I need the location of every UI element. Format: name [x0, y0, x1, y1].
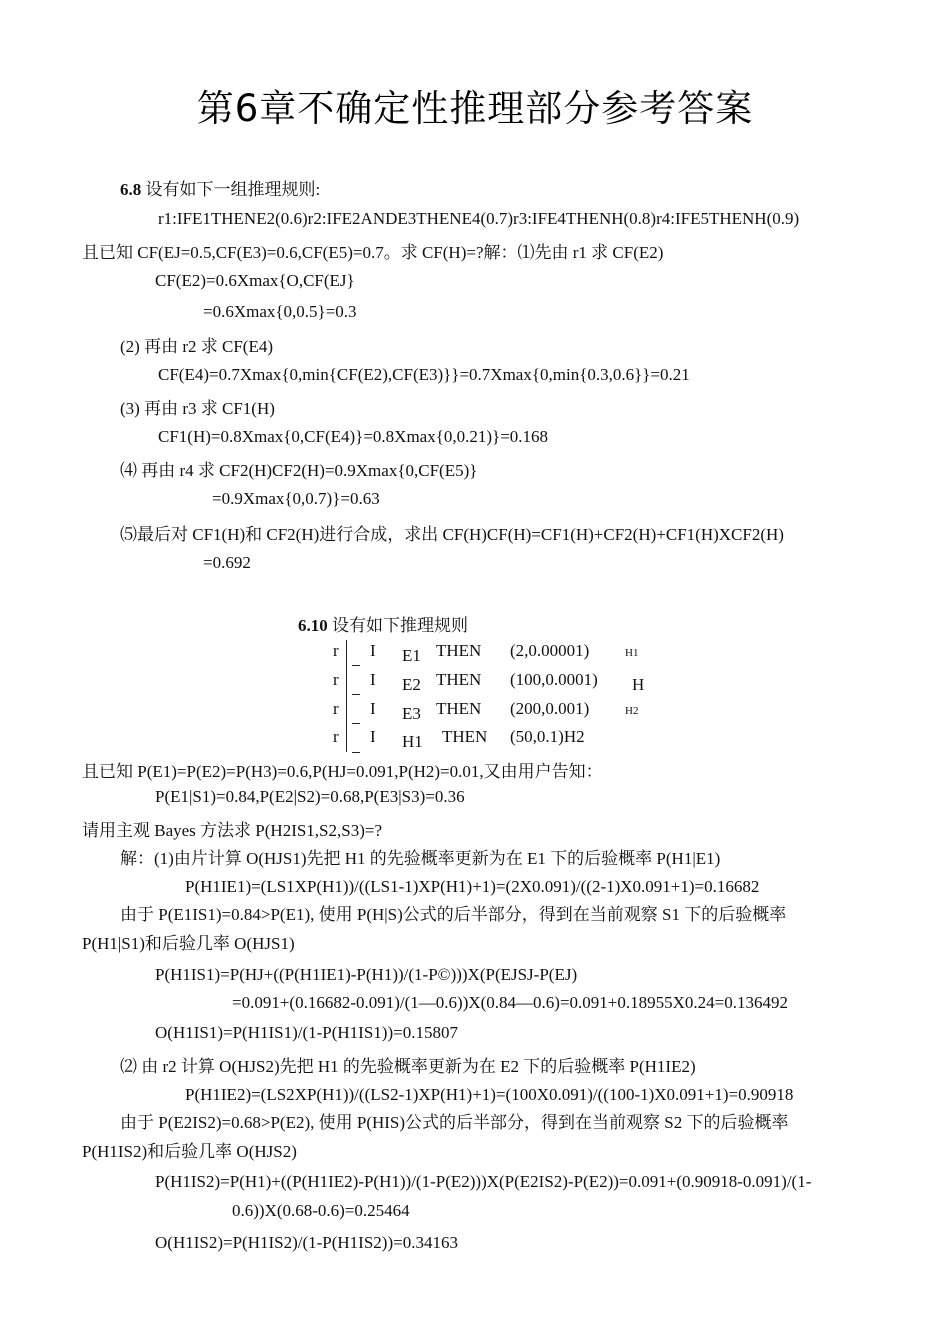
solution-step2-heading: ⑵ 由 r2 计算 O(HJS2)先把 H1 的先验概率更新为在 E2 下的后验概率 P(H1IE2) — [120, 1057, 696, 1076]
problem-number: 6.8 — [120, 180, 142, 199]
step2-heading: (2) 再由 r2 求 CF(E4) — [120, 337, 273, 356]
step2-formula: CF(E4)=0.7Xmax{0,min{CF(E2),CF(E3)}}=0.7Xmax{0,min{0.3,0.6}}=0.21 — [158, 365, 690, 384]
rule-strength: (2,0.00001) — [510, 641, 590, 660]
posterior-calc-2: 0.6))X(0.68-0.6)=0.25464 — [232, 1201, 410, 1220]
rule-bracket — [346, 640, 347, 752]
posterior-formula-2: P(H1IS2)=P(H1)+((P(H1IE2)-P(H1))/(1-P(E2)))X(P(E2IS2)-P(E2))=0.091+(0.90918-0.091)/(1- — [155, 1172, 812, 1191]
question-line: 请用主观 Bayes 方法求 P(H2IS1,S2,S3)=? — [82, 821, 383, 840]
odds-result-2: O(H1IS2)=P(H1IS2)/(1-P(H1IS2))=0.34163 — [155, 1233, 458, 1252]
rule-then: THEN — [436, 641, 482, 660]
step4-formula: =0.9Xmax{0,0.7)}=0.63 — [212, 489, 380, 508]
solution-step2-text-cont: P(H1IS2)和后验几率 O(HJS2) — [82, 1142, 297, 1161]
problem-intro: 设有如下推理规则 — [327, 616, 468, 635]
rule-r: r — [333, 670, 339, 689]
rule-hypothesis: H2 — [625, 705, 639, 717]
rules-line: r1:IFE1THENE2(0.6)r2:IFE2ANDE3THENE4(0.7)r3:IFE4THENH(0.8)r4:IFE5THENH(0.9) — [158, 209, 800, 228]
known-line: 且已知 CF(EJ=0.5,CF(E3)=0.6,CF(E5)=0.7。求 CF(H)=?解：⑴先由 r1 求 CF(E2) — [82, 243, 664, 262]
problem-intro: 设有如下一组推理规则: — [141, 180, 321, 199]
rule-then: THEN — [436, 699, 482, 718]
rule-if: I — [370, 670, 376, 689]
rule-bracket-tick — [352, 723, 360, 724]
rule-if: I — [370, 641, 376, 660]
rule-hypothesis: H — [632, 675, 645, 694]
step5-result: =0.692 — [203, 553, 251, 572]
rule-r: r — [333, 727, 339, 746]
rule-then: THEN — [436, 670, 482, 689]
rule-strength: (200,0.001) — [510, 699, 590, 718]
odds-result-1: O(H1IS1)=P(H1IS1)/(1-P(H1IS1))=0.15807 — [155, 1023, 458, 1042]
page-title: 第6章不确定性推理部分参考答案 — [196, 87, 754, 130]
rule-if: I — [370, 699, 376, 718]
known-probabilities: 且已知 P(E1)=P(E2)=P(H3)=0.6,P(HJ=0.091,P(H2)=0.01,又由用户告知： — [82, 762, 603, 781]
solution-step1-heading: 解：(1)由片计算 O(HJS1)先把 H1 的先验概率更新为在 E1 下的后验概率 P(H1|E1) — [120, 849, 721, 868]
rule-strength: (50,0.1)H2 — [510, 727, 585, 746]
solution-step2-text: 由于 P(E2IS2)=0.68>P(E2), 使用 P(HIS)公式的后半部分，得到在当前观察 S2 下的后验概率 — [120, 1113, 789, 1132]
rule-r: r — [333, 641, 339, 660]
rule-hypothesis: H1 — [625, 647, 639, 659]
step3-formula: CF1(H)=0.8Xmax{0,CF(E4)}=0.8Xmax{0,0.21)}=0.168 — [158, 427, 549, 446]
problem-6-10-heading — [298, 616, 468, 636]
solution-step1-text-cont: P(H1|S1)和后验几率 O(HJS1) — [82, 934, 295, 953]
solution-step1-text: 由于 P(E1IS1)=0.84>P(E1), 使用 P(H|S)公式的后半部分，得到在当前观察 S1 下的后验概率 — [120, 905, 787, 924]
solution-step1-formula: P(H1IE1)=(LS1XP(H1))/((LS1-1)XP(H1)+1)=(2X0.091)/((2-1)X0.091+1)=0.16682 — [185, 877, 760, 896]
step1-line2: =0.6Xmax{0,0.5}=0.3 — [203, 302, 357, 321]
rule-bracket-tick — [352, 694, 360, 695]
rule-evidence: H1 — [402, 732, 423, 751]
rule-if: I — [370, 727, 376, 746]
rule-bracket-tick — [352, 665, 360, 666]
solution-step2-formula: P(H1IE2)=(LS2XP(H1))/((LS2-1)XP(H1)+1)=(100X0.091)/((100-1)X0.091+1)=0.90918 — [185, 1085, 794, 1104]
posterior-calc: =0.091+(0.16682-0.091)/(1—0.6))X(0.84—0.6)=0.091+0.18955X0.24=0.136492 — [232, 993, 789, 1012]
rule-bracket-tick — [352, 752, 360, 753]
problem-number: 6.10 — [298, 616, 328, 635]
posterior-formula: P(H1IS1)=P(HJ+((P(H1IE1)-P(H1))/(1-P©)))X(P(EJSJ-P(EJ) — [155, 965, 578, 984]
user-observations: P(E1|S1)=0.84,P(E2|S2)=0.68,P(E3|S3)=0.36 — [155, 787, 465, 806]
step3-heading: (3) 再由 r3 求 CF1(H) — [120, 399, 275, 418]
problem-6-8-heading — [120, 180, 320, 200]
rule-evidence: E2 — [402, 675, 421, 694]
rule-evidence: E3 — [402, 704, 421, 723]
step1-line1: CF(E2)=0.6Xmax{O,CF(EJ} — [155, 271, 355, 290]
step5-heading: ⑸最后对 CF1(H)和 CF2(H)进行合成，求出 CF(H)CF(H)=CF1(H)+CF2(H)+CF1(H)XCF2(H) — [120, 525, 784, 544]
rule-r: r — [333, 699, 339, 718]
step4-heading: ⑷ 再由 r4 求 CF2(H)CF2(H)=0.9Xmax{0,CF(E5)} — [120, 461, 478, 480]
rule-strength: (100,0.0001) — [510, 670, 598, 689]
rule-then: THEN — [442, 727, 488, 746]
rule-evidence: E1 — [402, 646, 421, 665]
